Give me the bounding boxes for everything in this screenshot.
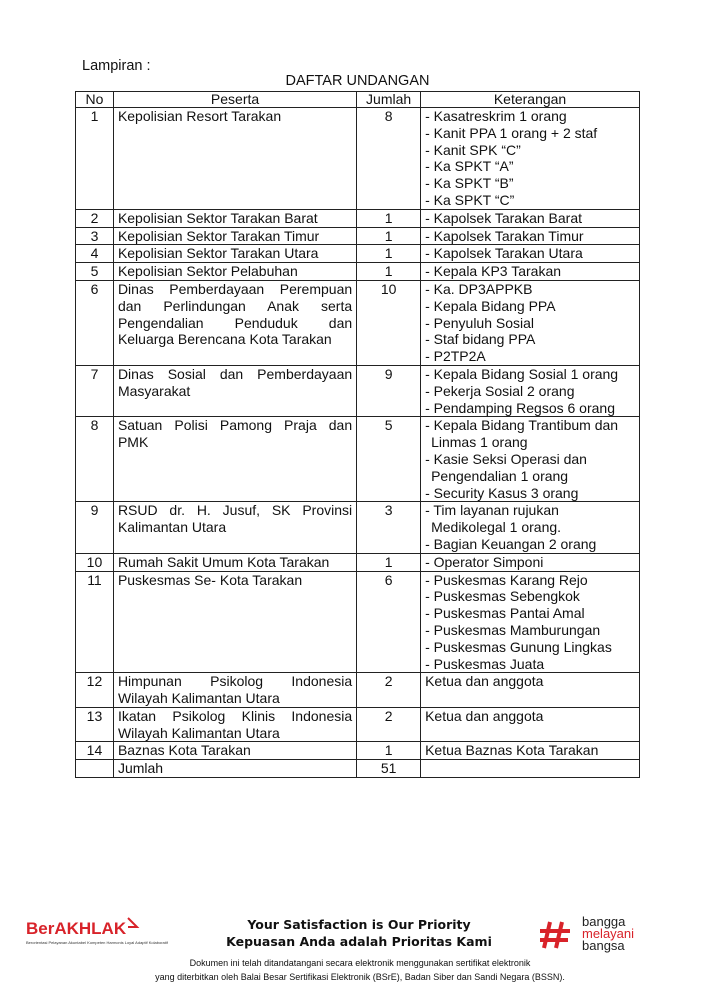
keterangan-line: Pengendalian 1 orang (431, 467, 569, 484)
keterangan-line: Medikolegal 1 orang. (431, 519, 562, 536)
keterangan-cell (421, 571, 640, 673)
keterangan-cell (421, 245, 640, 263)
row-number: 6 (76, 280, 114, 365)
keterangan-line: - Puskesmas Mamburungan (425, 621, 601, 638)
keterangan-line: - Kapolsek Tarakan Barat (425, 209, 583, 226)
row-number: 12 (76, 673, 114, 708)
keterangan-line: - P2TP2A (425, 348, 486, 365)
peserta-cell (113, 280, 356, 365)
keterangan-cell (421, 553, 640, 571)
logo-word-1: bangga (582, 914, 626, 929)
jumlah-cell: 3 (357, 502, 421, 553)
keterangan-line: - Security Kasus 3 orang (425, 484, 579, 501)
table-row (76, 227, 640, 245)
peserta-cell (113, 553, 356, 571)
berakhlak-tagline: Berorientasi Pelayanan Akuntabel Kompeten Harmonis Loyal Adaptif Kolaboratif (26, 940, 168, 945)
peserta-text: Kepolisian Sektor Tarakan Barat (117, 209, 318, 226)
keterangan-line: - Kepala Bidang Sosial 1 orang (425, 365, 619, 382)
document-title: DAFTAR UNDANGAN (285, 73, 430, 89)
table-row (76, 209, 640, 227)
keterangan-line: - Kasatreskrim 1 orang (425, 108, 567, 124)
peserta-text: Puskesmas Se- Kota Tarakan (117, 571, 303, 588)
keterangan-line: - Kapolsek Tarakan Utara (425, 245, 583, 262)
keterangan-line: - Pekerja Sosial 2 orang (425, 382, 575, 399)
row-number: 11 (76, 571, 114, 673)
row-number: 9 (76, 502, 114, 553)
footer-slogan-en: Your Satisfaction is Our Priority (247, 917, 471, 932)
keterangan-line: - Puskesmas Sebengkok (425, 588, 580, 605)
jumlah-cell: 1 (357, 742, 421, 760)
keterangan-cell (421, 209, 640, 227)
header-keterangan: Keterangan (421, 92, 640, 108)
keterangan-line: Ketua dan anggota (425, 707, 544, 724)
jumlah-cell: 8 (357, 108, 421, 210)
keterangan-line: Ketua Baznas Kota Tarakan (425, 742, 599, 759)
peserta-cell (113, 707, 356, 742)
keterangan-cell (421, 417, 640, 502)
footer-slogan-id: Kepuasan Anda adalah Prioritas Kami (226, 933, 492, 949)
jumlah-cell: 10 (357, 280, 421, 365)
peserta-text: Dinas Sosial dan Pemberdayaan Masyarakat (117, 365, 353, 399)
footer-slogan (200, 917, 518, 950)
keterangan-line: - Ka SPKT “C” (425, 191, 515, 208)
esign-note (100, 956, 620, 984)
keterangan-line: - Kasie Seksi Operasi dan (425, 450, 587, 467)
row-number: 1 (76, 108, 114, 210)
peserta-cell (113, 263, 356, 281)
total-label: Jumlah (113, 760, 356, 778)
keterangan-line: - Tim layanan rujukan (425, 502, 559, 519)
lampiran-label: Lampiran : (82, 58, 151, 74)
keterangan-line: - Kepala Bidang PPA (425, 297, 556, 314)
total-row (76, 760, 640, 778)
keterangan-line: - Puskesmas Karang Rejo (425, 571, 588, 588)
peserta-cell (113, 108, 356, 210)
keterangan-line: - Bagian Keuangan 2 orang (425, 535, 597, 552)
table-row (76, 673, 640, 708)
keterangan-cell (421, 263, 640, 281)
peserta-cell (113, 673, 356, 708)
keterangan-cell (421, 365, 640, 416)
keterangan-line: - Puskesmas Pantai Amal (425, 605, 585, 622)
row-number: 5 (76, 263, 114, 281)
jumlah-cell: 9 (357, 365, 421, 416)
jumlah-cell: 2 (357, 707, 421, 742)
berakhlak-logo (24, 914, 168, 954)
peserta-text: Kepolisian Sektor Tarakan Timur (117, 227, 320, 244)
peserta-text: Kepolisian Resort Tarakan (117, 108, 282, 124)
keterangan-cell (421, 227, 640, 245)
keterangan-cell (421, 707, 640, 742)
keterangan-line: - Ka SPKT “B” (425, 175, 514, 192)
row-number: 3 (76, 227, 114, 245)
jumlah-cell: 1 (357, 553, 421, 571)
keterangan-line: - Ka. DP3APPKB (425, 280, 533, 297)
jumlah-cell: 1 (357, 227, 421, 245)
bangga-melayani-bangsa-logo (540, 914, 680, 954)
table-row (76, 245, 640, 263)
keterangan-line: Ketua dan anggota (425, 673, 544, 690)
peserta-text: Ikatan Psikolog Klinis Indonesia Wilayah Kalimantan Utara (117, 707, 353, 741)
keterangan-cell (421, 742, 640, 760)
keterangan-line: - Puskesmas Juata (425, 655, 545, 672)
keterangan-cell (421, 673, 640, 708)
keterangan-line: - Kepala KP3 Tarakan (425, 263, 562, 280)
keterangan-line: - Operator Simponi (425, 553, 544, 570)
peserta-cell (113, 365, 356, 416)
table-row (76, 365, 640, 416)
keterangan-line: - Kapolsek Tarakan Timur (425, 227, 584, 244)
table-row (76, 502, 640, 553)
peserta-text: Satuan Polisi Pamong Praja dan PMK (117, 417, 353, 451)
peserta-cell (113, 209, 356, 227)
keterangan-line: - Ka SPKT “A” (425, 158, 514, 175)
jumlah-cell: 1 (357, 245, 421, 263)
keterangan-cell (421, 280, 640, 365)
keterangan-line: - Kanit PPA 1 orang + 2 staf (425, 124, 598, 141)
table-header-row (76, 92, 640, 108)
row-number: 10 (76, 553, 114, 571)
esign-note-line2: yang diterbitkan oleh Balai Besar Sertifikasi Elektronik (BSrE), Badan Siber dan Sandi Negara (BSSN). (155, 972, 565, 982)
total-value: 51 (357, 760, 421, 778)
keterangan-line: - Penyuluh Sosial (425, 314, 535, 331)
peserta-cell (113, 417, 356, 502)
keterangan-line: - Pendamping Regsos 6 orang (425, 399, 615, 416)
keterangan-line: - Kepala Bidang Trantibum dan (425, 417, 619, 434)
peserta-cell (113, 742, 356, 760)
logo-word-2: melayani (582, 926, 635, 941)
peserta-cell (113, 227, 356, 245)
row-number: 4 (76, 245, 114, 263)
peserta-cell (113, 502, 356, 553)
invitation-table (75, 91, 640, 778)
header-peserta: Peserta (113, 92, 356, 108)
keterangan-cell (421, 108, 640, 210)
row-number: 2 (76, 209, 114, 227)
jumlah-cell: 1 (357, 209, 421, 227)
table-row (76, 280, 640, 365)
row-number: 7 (76, 365, 114, 416)
peserta-cell (113, 571, 356, 673)
table-row (76, 553, 640, 571)
table-row (76, 571, 640, 673)
row-number: 8 (76, 417, 114, 502)
table-row (76, 707, 640, 742)
row-number: 14 (76, 742, 114, 760)
jumlah-cell: 6 (357, 571, 421, 673)
keterangan-line: - Staf bidang PPA (425, 331, 536, 348)
table-row (76, 417, 640, 502)
jumlah-cell: 2 (357, 673, 421, 708)
esign-note-line1: Dokumen ini telah ditandatangani secara elektronik menggunakan sertifikat elektronik (189, 958, 531, 968)
peserta-cell (113, 245, 356, 263)
keterangan-line: - Puskesmas Gunung Lingkas (425, 638, 612, 655)
peserta-text: Rumah Sakit Umum Kota Tarakan (117, 553, 330, 570)
peserta-text: Kepolisian Sektor Tarakan Utara (117, 245, 319, 262)
peserta-text: Himpunan Psikolog Indonesia Wilayah Kalimantan Utara (117, 673, 353, 707)
keterangan-line: - Kanit SPK “C” (425, 141, 521, 158)
header-no: No (76, 92, 114, 108)
row-number: 13 (76, 707, 114, 742)
berakhlak-logo-text: BerAKHLAK (26, 919, 127, 938)
header-jumlah: Jumlah (357, 92, 421, 108)
peserta-text: Kepolisian Sektor Pelabuhan (117, 263, 298, 280)
peserta-text: Dinas Pemberdayaan Perempuan dan Perlindungan Anak serta Pengendalian Penduduk dan Keluarga Berencana Kota Tarakan (117, 280, 353, 348)
table-row (76, 108, 640, 210)
keterangan-cell (421, 502, 640, 553)
table-row (76, 742, 640, 760)
peserta-text: Baznas Kota Tarakan (117, 742, 251, 759)
keterangan-line: Linmas 1 orang (431, 434, 528, 451)
table-row (76, 263, 640, 281)
peserta-text: RSUD dr. H. Jusuf, SK Provinsi Kalimantan Utara (117, 502, 353, 536)
jumlah-cell: 5 (357, 417, 421, 502)
jumlah-cell: 1 (357, 263, 421, 281)
logo-word-3: bangsa (582, 938, 625, 953)
